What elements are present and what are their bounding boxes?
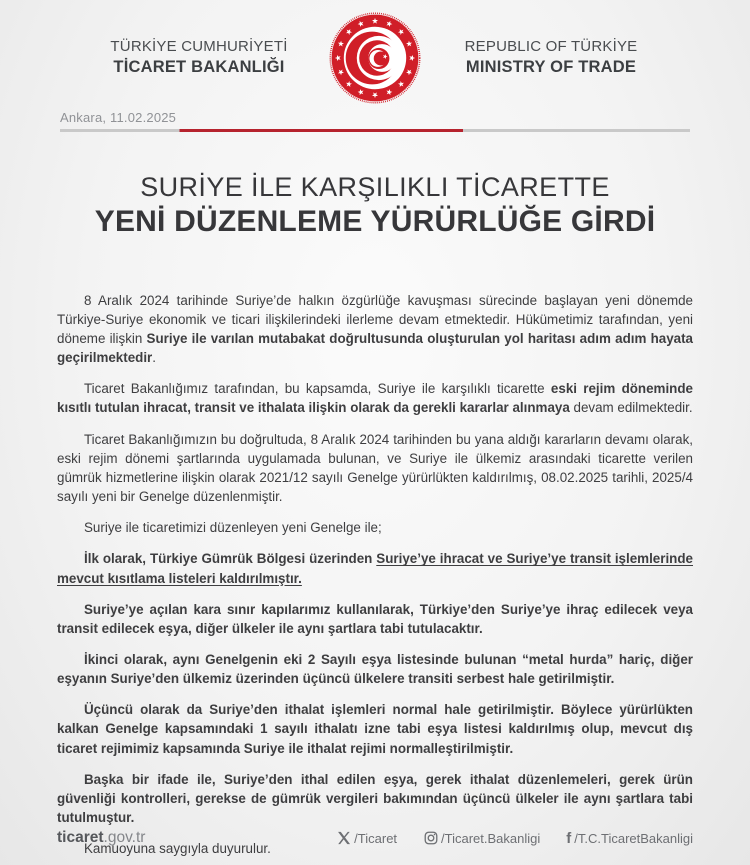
text-run: Suriye ile ticaretimizi düzenleyen yeni Genelge ile; xyxy=(84,520,382,536)
press-release-body xyxy=(57,291,693,859)
divider-rule xyxy=(60,129,690,132)
page-title-line1: SURİYE İLE KARŞILIKLI TİCARETTE xyxy=(140,172,610,202)
instagram-icon xyxy=(423,831,438,846)
text-run-bold: İkinci olarak, aynı Genelgenin eki 2 Sayılı eşya listesinde bulunan “metal hurda” hariç, diğer eşyanın Suriye’den ülkemiz üzerinden üçüncü ülkelere transiti serbest hale getirilmiştir. xyxy=(57,652,693,687)
text-run: . xyxy=(152,350,156,366)
facebook-handle: /T.C.TicaretBakanligi xyxy=(574,830,693,846)
text-run-bold: Suriye ile varılan mutabakat doğrultusunda oluşturulan yol haritası adım adım hayata geçirilmektedir xyxy=(57,330,693,366)
org-tr-line2: TİCARET BAKANLIĞI xyxy=(113,58,285,77)
social-links xyxy=(336,831,693,846)
facebook-icon: f xyxy=(566,829,572,847)
dateline: Ankara, 11.02.2025 xyxy=(60,110,177,125)
dateline-row xyxy=(60,110,690,132)
text-run-bold-underline: Suriye’ye ihracat ve Suriye’ye transit işlemlerinde mevcut kısıtlama listeleri kaldırılmıştır. xyxy=(57,551,693,586)
org-en-line1: REPUBLIC OF TÜRKİYE xyxy=(464,38,638,56)
org-name-turkish xyxy=(83,38,315,77)
x-handle: /Ticaret xyxy=(354,830,398,846)
paragraph-9 xyxy=(57,770,693,827)
paragraph-7 xyxy=(57,650,693,688)
header xyxy=(0,0,750,106)
ministry-of-trade-emblem-logo xyxy=(327,10,423,106)
text-run-bold: Üçüncü olarak da Suriye’den ithalat işlemleri normal hale getirilmiştir. Böylece yürürlükten kalkan Genelge kapsamındaki 1 sayılı ithalatı izne tabi eşya listesi kaldırılmış olup, mevcut dış ticaret rejimimiz kapsamında Suriye ile ithalat rejimi normalleştirilmiştir. xyxy=(57,702,693,756)
page-title xyxy=(30,172,720,239)
org-name-english xyxy=(435,38,667,77)
x-social-link[interactable] xyxy=(336,831,397,846)
footer xyxy=(0,829,750,865)
text-run-bold: eski rejim döneminde kısıtlı tutulan ihracat, transit ve ithalata ilişkin olarak da gerekli kararlar alınmaya xyxy=(57,381,693,416)
website-bold-part: ticaret xyxy=(57,829,104,846)
paragraph-1 xyxy=(57,291,693,368)
text-run-bold: İlk olarak, Türkiye Gümrük Bölgesi üzerinden xyxy=(84,551,377,567)
text-run: 8 Aralık 2024 tarihinde Suriye’de halkın özgürlüğe kavuşması sürecinde başlayan yeni dönemde Türkiye-Suriye ekonomik ve ticari ilişkilerindeki ilerleme devam etmektedir. Hükümetimiz tarafından, yeni döneme ilişkin xyxy=(57,292,693,346)
text-run: Kamuoyuna saygıyla duyurulur. xyxy=(84,841,271,857)
paragraph-6 xyxy=(57,600,693,638)
website-link[interactable] xyxy=(57,829,145,847)
ministry-emblem-icon xyxy=(327,10,423,106)
paragraph-2 xyxy=(57,379,693,417)
paragraph-3 xyxy=(57,430,693,507)
text-run: devam edilmektedir. xyxy=(569,400,693,416)
text-run: Ticaret Bakanlığımız tarafından, bu kapsamda, Suriye ile karşılıklı ticarette xyxy=(84,381,551,397)
page-title-line2: YENİ DÜZENLEME YÜRÜRLÜĞE GİRDİ xyxy=(94,204,656,238)
text-run-bold: Başka bir ifade ile, Suriye’den ithal edilen eşya, gerek ithalat düzenlemeleri, gerek ürün güvenliği kontrolleri, gerekse de gümrük vergileri bakımından üçüncü ülkeler ile aynı şartlara tabi tutulmuştur. xyxy=(57,771,693,826)
facebook-social-link[interactable] xyxy=(566,831,693,846)
org-tr-line1: TÜRKİYE CUMHURİYETİ xyxy=(110,38,288,56)
paragraph-8 xyxy=(57,700,693,757)
org-en-line2: MINISTRY OF TRADE xyxy=(465,58,637,77)
instagram-handle: /Ticaret.Bakanligi xyxy=(441,830,541,846)
x-icon xyxy=(336,831,351,846)
website-rest-part: .gov.tr xyxy=(103,829,146,846)
text-run-bold: Suriye’ye açılan kara sınır kapılarımız kullanılarak, Türkiye’den Suriye’ye ihraç edilecek veya transit edilecek eşya, diğer ülkeler ile aynı şartlara tabi tutulacaktır. xyxy=(57,601,693,636)
instagram-social-link[interactable] xyxy=(423,831,540,846)
text-run: Ticaret Bakanlığımızın bu doğrultuda, 8 Aralık 2024 tarihinden bu yana aldığı kararların devamı olarak, eski rejim dönemi şartlarında uygulamada bulunan, ve Suriye ile ülkemiz arasındaki ticarette verilen gümrük hizmetlerine ilişkin olarak 2021/12 sayılı Genelge yürürlükten kaldırılmış, 08.02.2025 tarihli, 2025/4 sayılı yeni bir Genelge düzenlenmiştir. xyxy=(57,431,693,505)
paragraph-4 xyxy=(57,518,693,537)
paragraph-5 xyxy=(57,549,693,587)
